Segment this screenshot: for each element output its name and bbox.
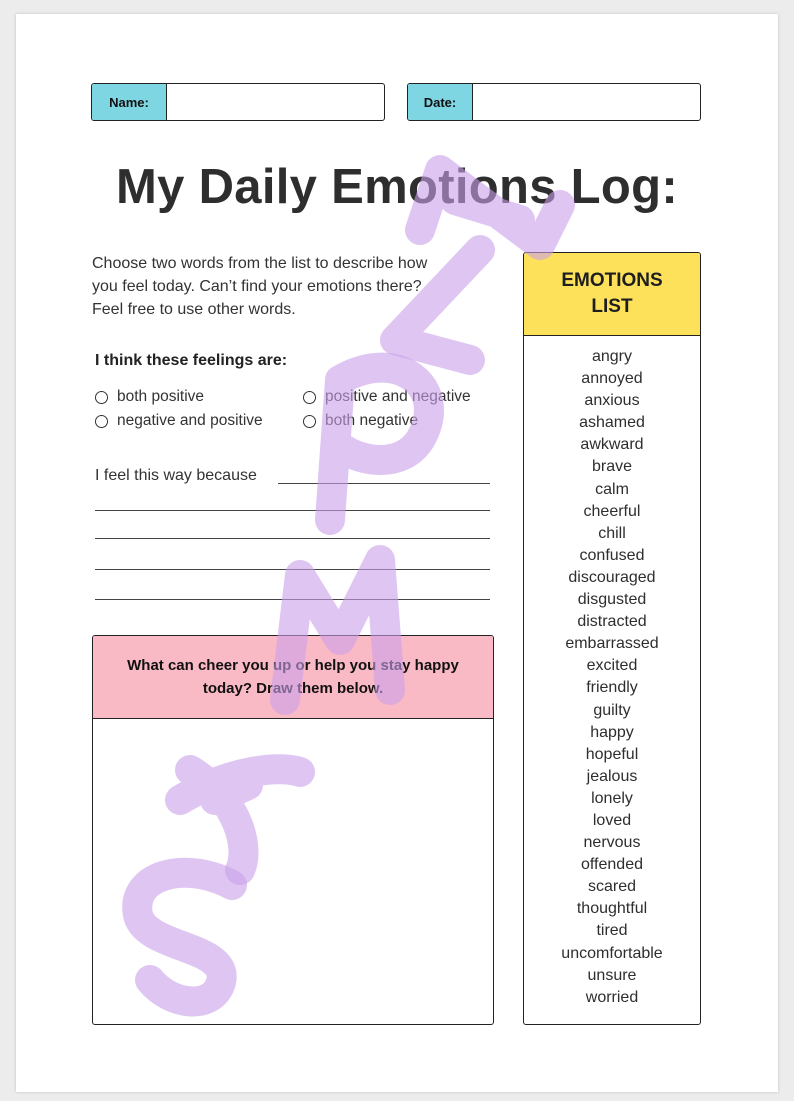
- emotions-title-line: LIST: [591, 296, 633, 317]
- emotions-list: [524, 336, 700, 1009]
- emotions-list-header: [524, 253, 700, 336]
- emotion-item: scared: [587, 878, 637, 896]
- emotion-item: discouraged: [568, 568, 656, 586]
- drawing-prompt-line: What can cheer you up or help you stay happy: [127, 657, 459, 674]
- emotion-item: loved: [592, 811, 632, 829]
- writing-line[interactable]: [95, 569, 490, 570]
- emotion-item: chill: [598, 524, 626, 542]
- because-label: I feel this way because: [95, 467, 257, 484]
- emotion-item: angry: [591, 348, 633, 365]
- instructions: [92, 252, 496, 321]
- emotion-item: annoyed: [581, 370, 643, 388]
- emotion-item: thoughtful: [576, 900, 648, 918]
- emotion-item: offended: [581, 856, 643, 874]
- name-label: Name:: [92, 84, 167, 120]
- emotion-item: brave: [591, 458, 633, 476]
- emotion-item: calm: [595, 480, 629, 498]
- writing-line[interactable]: [95, 599, 490, 600]
- option-label: positive and negative: [325, 388, 471, 405]
- emotion-item: disgusted: [577, 591, 647, 609]
- emotion-item: anxious: [584, 392, 640, 410]
- emotion-item: happy: [590, 723, 634, 741]
- date-input[interactable]: [473, 84, 700, 120]
- feelings-heading: I think these feelings are:: [95, 352, 288, 369]
- radio-circle-icon[interactable]: [303, 415, 316, 428]
- emotion-item: excited: [586, 657, 638, 675]
- writing-line[interactable]: [95, 538, 490, 539]
- emotion-item: uncomfortable: [561, 944, 663, 962]
- option-label: both positive: [117, 388, 205, 405]
- emotion-item: guilty: [593, 701, 631, 719]
- emotion-item: confused: [579, 546, 645, 564]
- emotion-item: unsure: [587, 966, 637, 984]
- option-positive-and-negative[interactable]: [303, 388, 471, 406]
- option-both-positive[interactable]: [95, 388, 204, 406]
- name-input[interactable]: [167, 84, 384, 120]
- emotion-item: friendly: [586, 679, 638, 697]
- writing-line[interactable]: [95, 510, 490, 511]
- emotion-item: jealous: [586, 767, 638, 785]
- radio-circle-icon[interactable]: [303, 391, 316, 404]
- option-label: both negative: [325, 412, 419, 429]
- emotion-item: worried: [585, 988, 639, 1006]
- emotion-item: ashamed: [579, 414, 645, 432]
- option-both-negative[interactable]: [303, 412, 418, 430]
- emotion-item: distracted: [577, 613, 647, 631]
- page-title: My Daily Emotions Log:: [116, 160, 678, 214]
- emotion-item: lonely: [591, 789, 633, 807]
- emotion-item: nervous: [583, 834, 641, 852]
- option-label: negative and positive: [117, 412, 263, 429]
- radio-circle-icon[interactable]: [95, 415, 108, 428]
- drawing-box: [92, 635, 494, 1025]
- emotion-item: hopeful: [585, 745, 639, 763]
- worksheet-page: [16, 14, 778, 1092]
- date-label: Date:: [408, 84, 473, 120]
- emotions-list-box: [523, 252, 701, 1025]
- emotion-item: tired: [596, 922, 628, 940]
- instruction-line: Feel free to use other words.: [92, 301, 296, 318]
- drawing-box-header: [93, 636, 493, 719]
- emotion-item: cheerful: [583, 502, 641, 520]
- instruction-line: Choose two words from the list to describe how: [92, 255, 428, 272]
- emotion-item: awkward: [580, 436, 644, 454]
- date-field[interactable]: [407, 83, 701, 121]
- instruction-line: you feel today. Can’t find your emotions there?: [92, 278, 422, 295]
- option-negative-and-positive[interactable]: [95, 412, 263, 430]
- emotion-item: embarrassed: [565, 635, 659, 653]
- writing-line[interactable]: [278, 483, 490, 484]
- emotions-title-line: EMOTIONS: [561, 270, 663, 291]
- radio-circle-icon[interactable]: [95, 391, 108, 404]
- drawing-area[interactable]: [93, 719, 493, 1019]
- drawing-prompt-line: today? Draw them below.: [202, 680, 384, 697]
- name-field[interactable]: [91, 83, 385, 121]
